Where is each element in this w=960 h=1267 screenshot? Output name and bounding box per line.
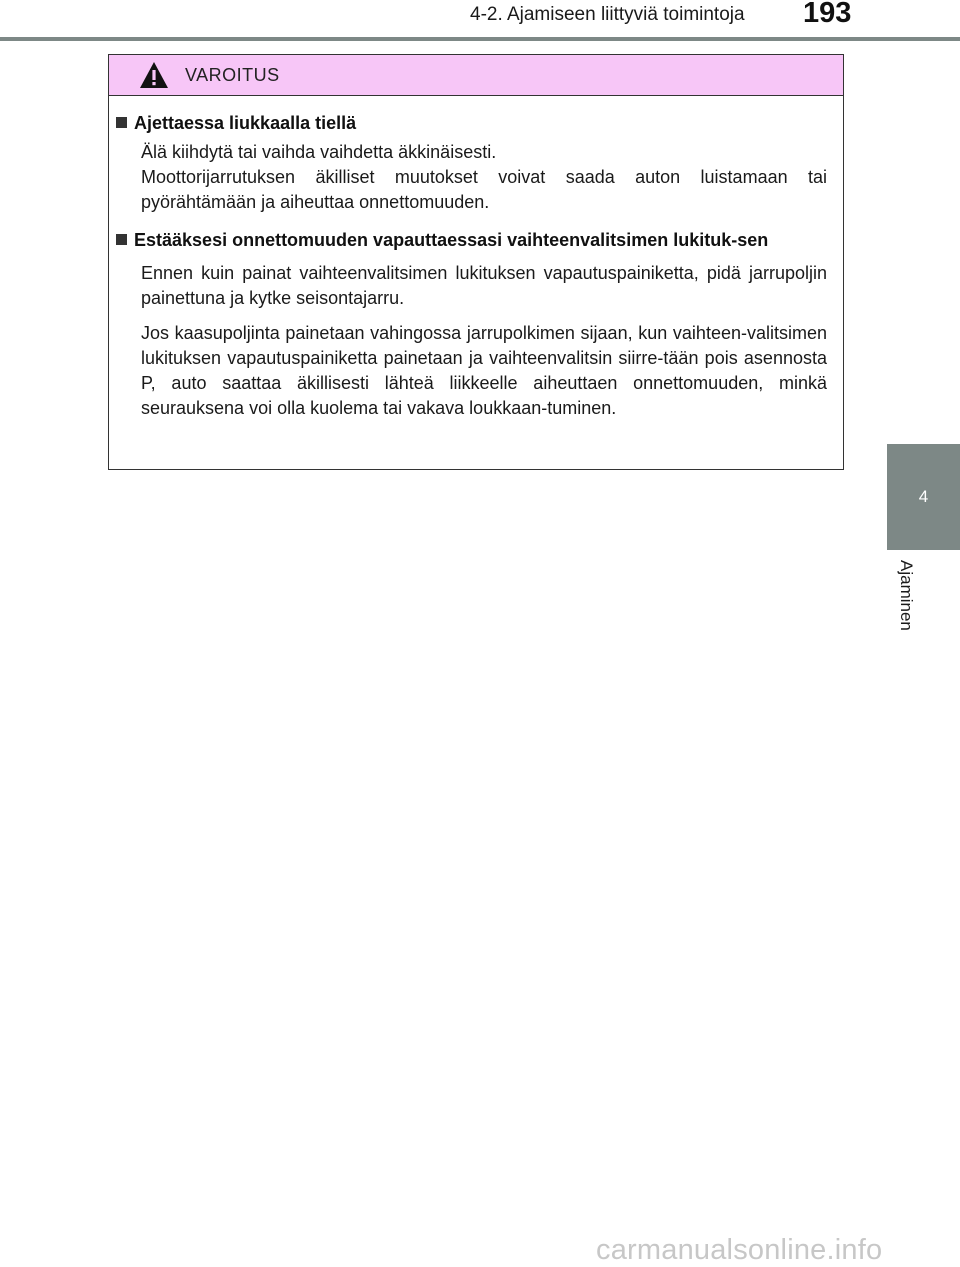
warning-section-slippery-road [116,110,827,215]
section-heading [116,110,827,136]
chapter-label: Ajaminen [897,560,916,631]
header-rule [0,37,960,41]
section-heading-text: Estääksesi onnettomuuden vapauttaessasi vaihteenvalitsimen lukituk-sen [134,230,769,250]
warning-box [108,54,844,470]
paragraph: Jos kaasupoljinta painetaan vahingossa jarrupolkimen sijaan, kun vaihteen-valitsimen lukituksen vapautuspainiketta painetaan ja vaihteenvalitsin siirre-tään pois asennosta P, auto saattaa äkillisesti lähteä liikkeelle aiheuttaen onnettomuuden, minkä seurauksena voi olla kuolema tai vakava loukkaan-tuminen. [141,323,827,418]
section-title: 4-2. Ajamiseen liittyviä toimintoja [470,4,745,25]
paragraph: Ennen kuin painat vaihteenvalitsimen lukituksen vapautuspainiketta, pidä jarrupoljin painettuna ja kytke seisontajarru. [141,263,827,308]
footer-watermark: carmanualsonline.info [596,1234,883,1266]
paragraph: Moottorijarrutuksen äkilliset muutokset voivat saada auton luistamaan tai pyörähtämään ja aiheuttaa onnettomuuden. [141,167,827,212]
page-number: 193 [803,0,852,29]
section-heading [116,227,827,253]
square-bullet-icon [116,234,127,245]
paragraph: Älä kiihdytä tai vaihda vaihdetta äkkinäisesti. [141,142,497,162]
warning-header [109,55,843,96]
square-bullet-icon [116,117,127,128]
warning-triangle-icon [139,61,169,89]
warning-title: VAROITUS [185,64,280,85]
warning-content [109,96,843,421]
warning-section-shift-lock [116,227,827,421]
chapter-tab [887,444,960,550]
section-heading-text: Ajettaessa liukkaalla tiellä [134,113,357,133]
chapter-number: 4 [918,487,929,506]
